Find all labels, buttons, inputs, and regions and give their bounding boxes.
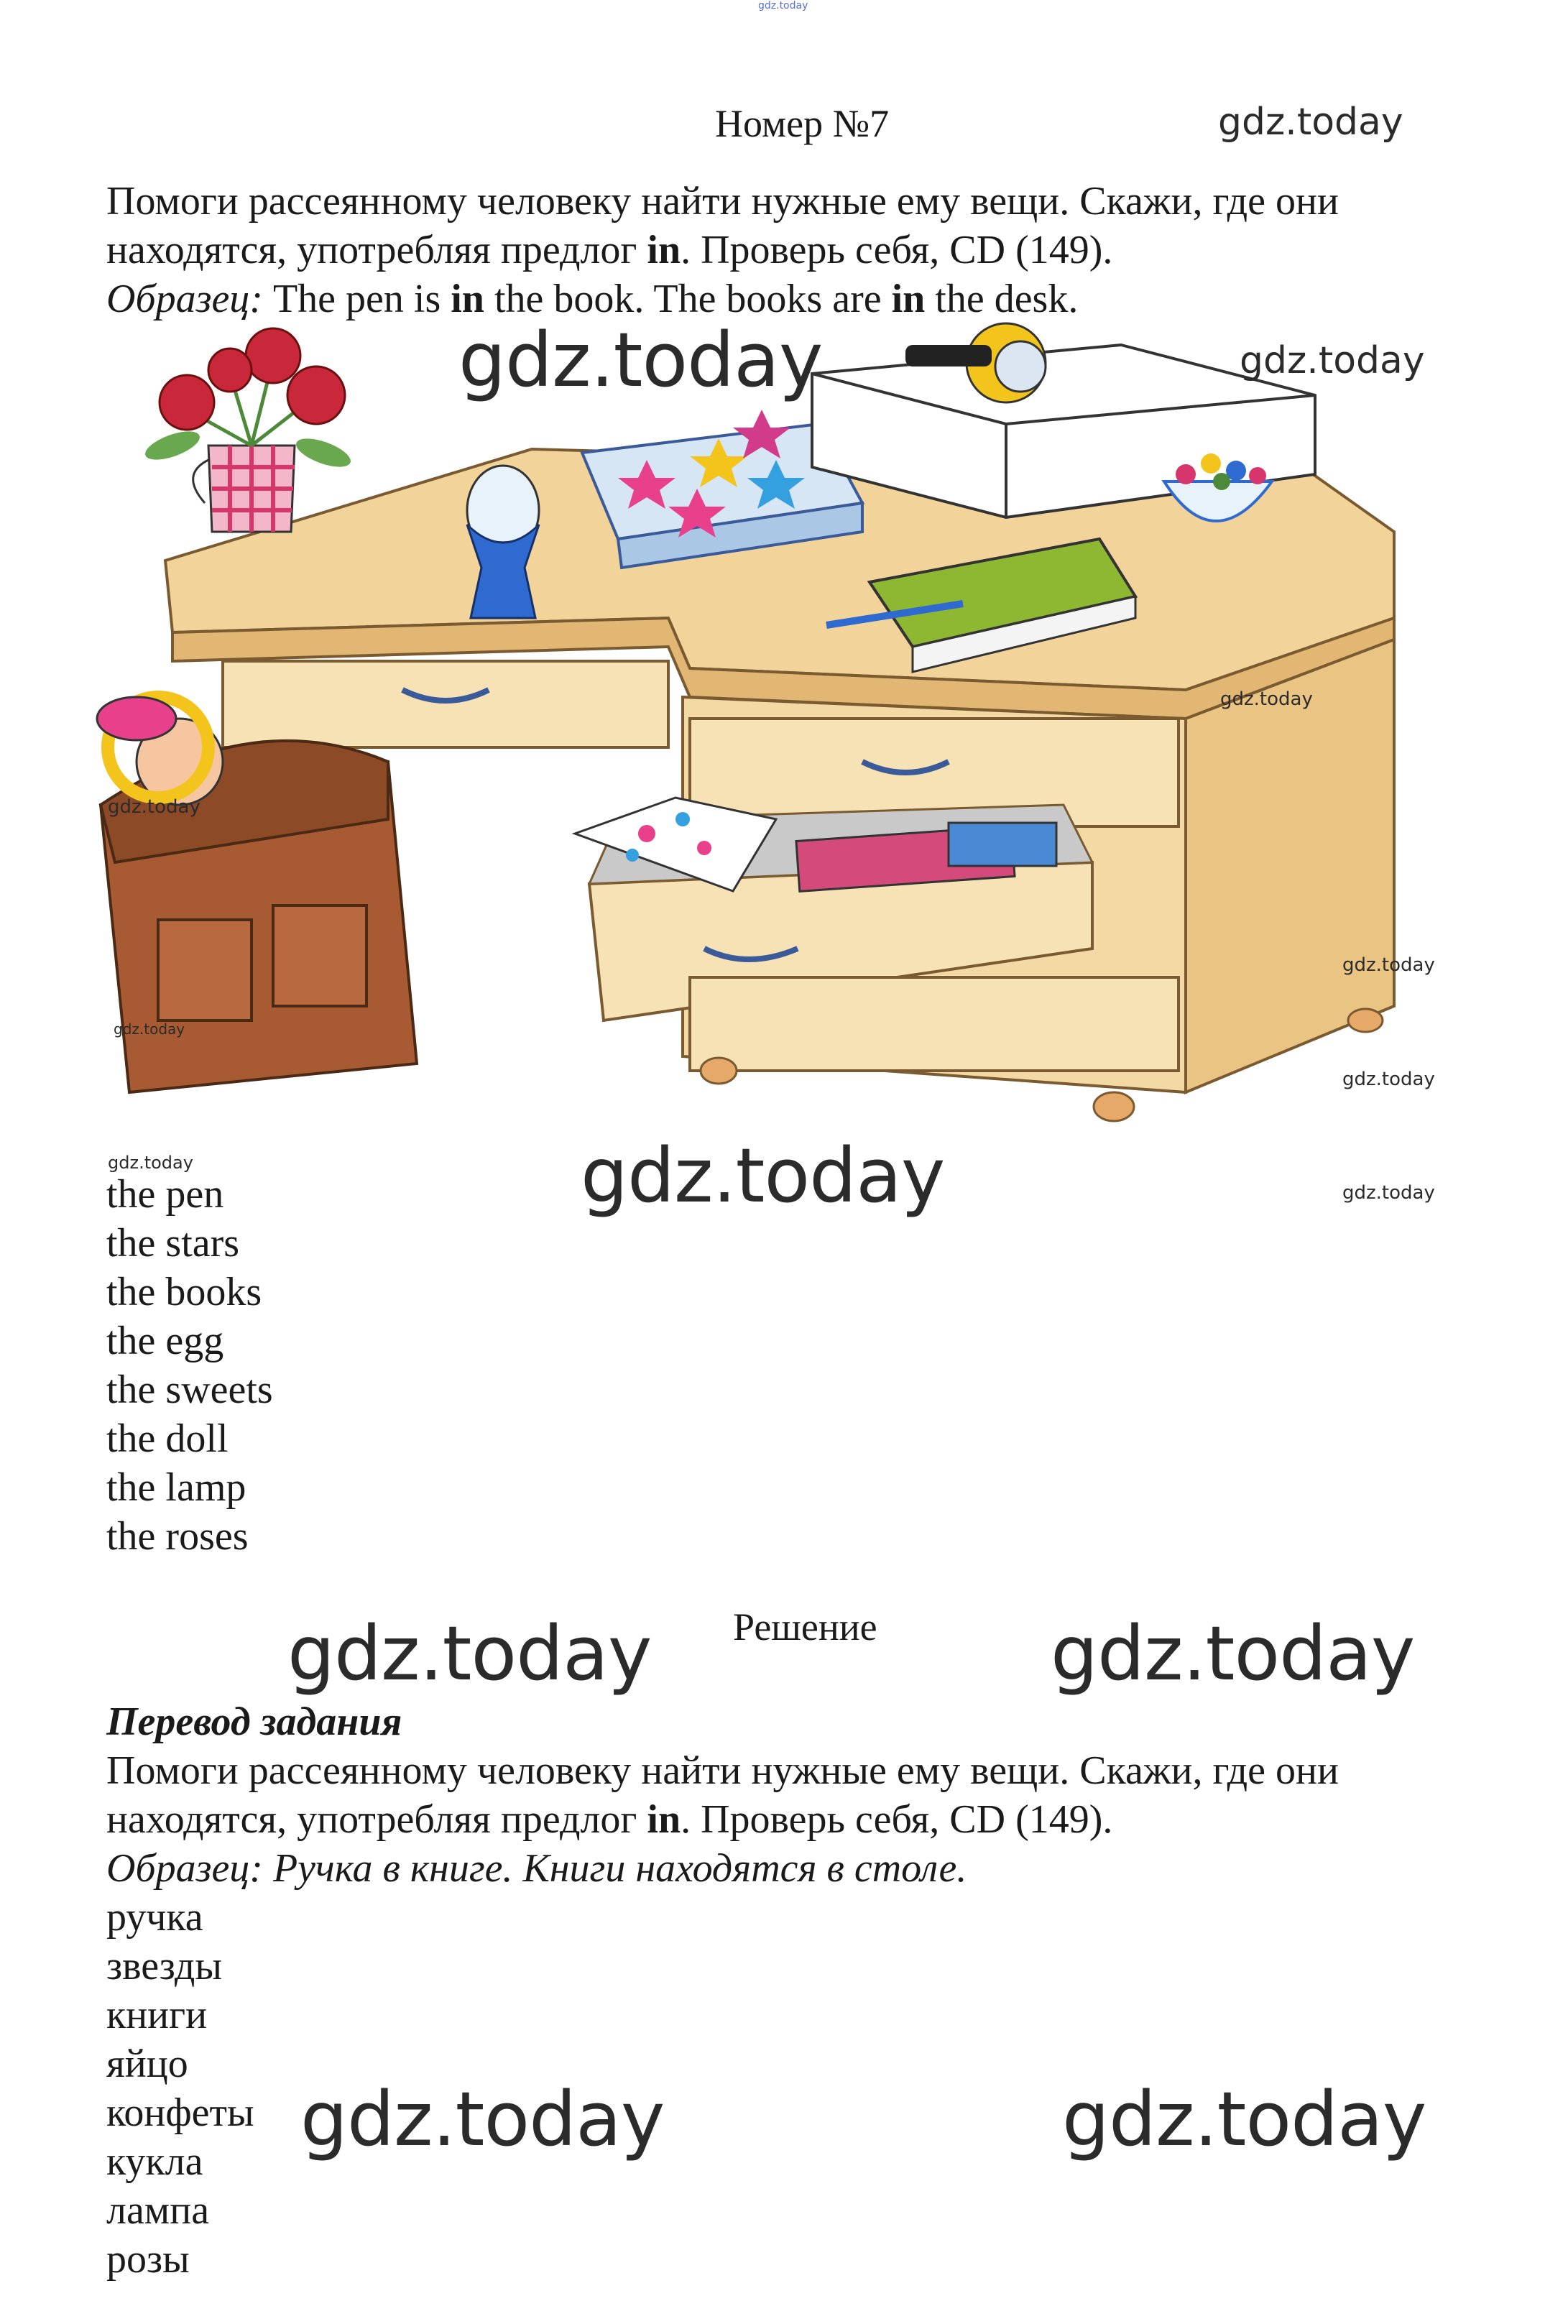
list-item: лампа xyxy=(106,2188,210,2233)
translation-line-2-text: находятся, употребляя предлог xyxy=(106,1797,647,1842)
list-item: конфеты xyxy=(106,2090,254,2135)
word-list-ru xyxy=(106,1893,254,2284)
list-item: книги xyxy=(106,1993,208,2037)
task-line-2-text: находятся, употребляя предлог xyxy=(106,228,647,272)
list-item: ручка xyxy=(106,1895,203,1940)
desk-illustration xyxy=(86,316,1452,1143)
roses-icon xyxy=(142,328,354,532)
translation-preposition: in xyxy=(647,1797,681,1842)
watermark: gdz.today xyxy=(1051,1610,1415,1697)
watermark: gdz.today xyxy=(287,1610,652,1697)
list-item: розы xyxy=(106,2237,190,2282)
list-item: звезды xyxy=(106,1944,222,1988)
sample-text-a: The pen is xyxy=(262,277,451,321)
solution-title: Решение xyxy=(733,1605,877,1649)
list-item: the books xyxy=(106,1270,262,1314)
watermark: gdz.today xyxy=(1220,688,1313,710)
egg-icon xyxy=(467,466,539,618)
translation-sample: Образец: Ручка в книге. Книги находятся в столе. xyxy=(106,1846,967,1891)
translation-line-1: Помоги рассеянному человеку найти нужные ему вещи. Скажи, где они xyxy=(106,1748,1339,1793)
list-item: the roses xyxy=(106,1514,249,1559)
task-line-2-preposition: in xyxy=(647,228,681,272)
sample-preposition-1: in xyxy=(451,277,484,321)
list-item: the lamp xyxy=(106,1465,246,1510)
list-item: the egg xyxy=(106,1319,224,1363)
watermark: gdz.today xyxy=(458,316,823,404)
list-item: кукла xyxy=(106,2139,203,2184)
sample-text-e: the desk. xyxy=(925,277,1079,321)
task-line-2-end: . Проверь себя, CD (149). xyxy=(681,228,1113,272)
list-item: the stars xyxy=(106,1221,240,1265)
task-line-2 xyxy=(106,226,1112,275)
task-line-1: Помоги рассеянному человеку найти нужные ему вещи. Скажи, где они xyxy=(106,179,1339,223)
list-item: the pen xyxy=(106,1172,224,1217)
sample-label: Образец: xyxy=(106,277,263,321)
list-item: яйцо xyxy=(106,2042,188,2086)
watermark: gdz.today xyxy=(300,2075,665,2163)
sample-preposition-2: in xyxy=(891,277,926,321)
translation-line-2 xyxy=(106,1795,1112,1844)
sample-text-c: the book. The books are xyxy=(484,277,892,321)
watermark: gdz.today xyxy=(114,1020,185,1038)
watermark: gdz.today xyxy=(1218,101,1403,144)
watermark: gdz.today xyxy=(581,1132,945,1219)
list-item: the sweets xyxy=(106,1368,273,1412)
page-title: Номер №7 xyxy=(715,102,890,145)
watermark: gdz.today xyxy=(1342,954,1435,976)
watermark: gdz.today xyxy=(108,796,200,818)
watermark: gdz.today xyxy=(1240,339,1425,382)
translation-heading: Перевод задания xyxy=(106,1700,402,1744)
word-list-en xyxy=(106,1170,273,1561)
watermark: gdz.today xyxy=(1342,1182,1435,1204)
watermark: gdz.today xyxy=(108,1153,193,1173)
list-item: the doll xyxy=(106,1416,229,1461)
translation-line-2-end: . Проверь себя, CD (149). xyxy=(681,1797,1113,1842)
top-watermark: gdz.today xyxy=(758,0,808,11)
watermark: gdz.today xyxy=(1062,2075,1426,2163)
watermark: gdz.today xyxy=(1342,1069,1435,1090)
